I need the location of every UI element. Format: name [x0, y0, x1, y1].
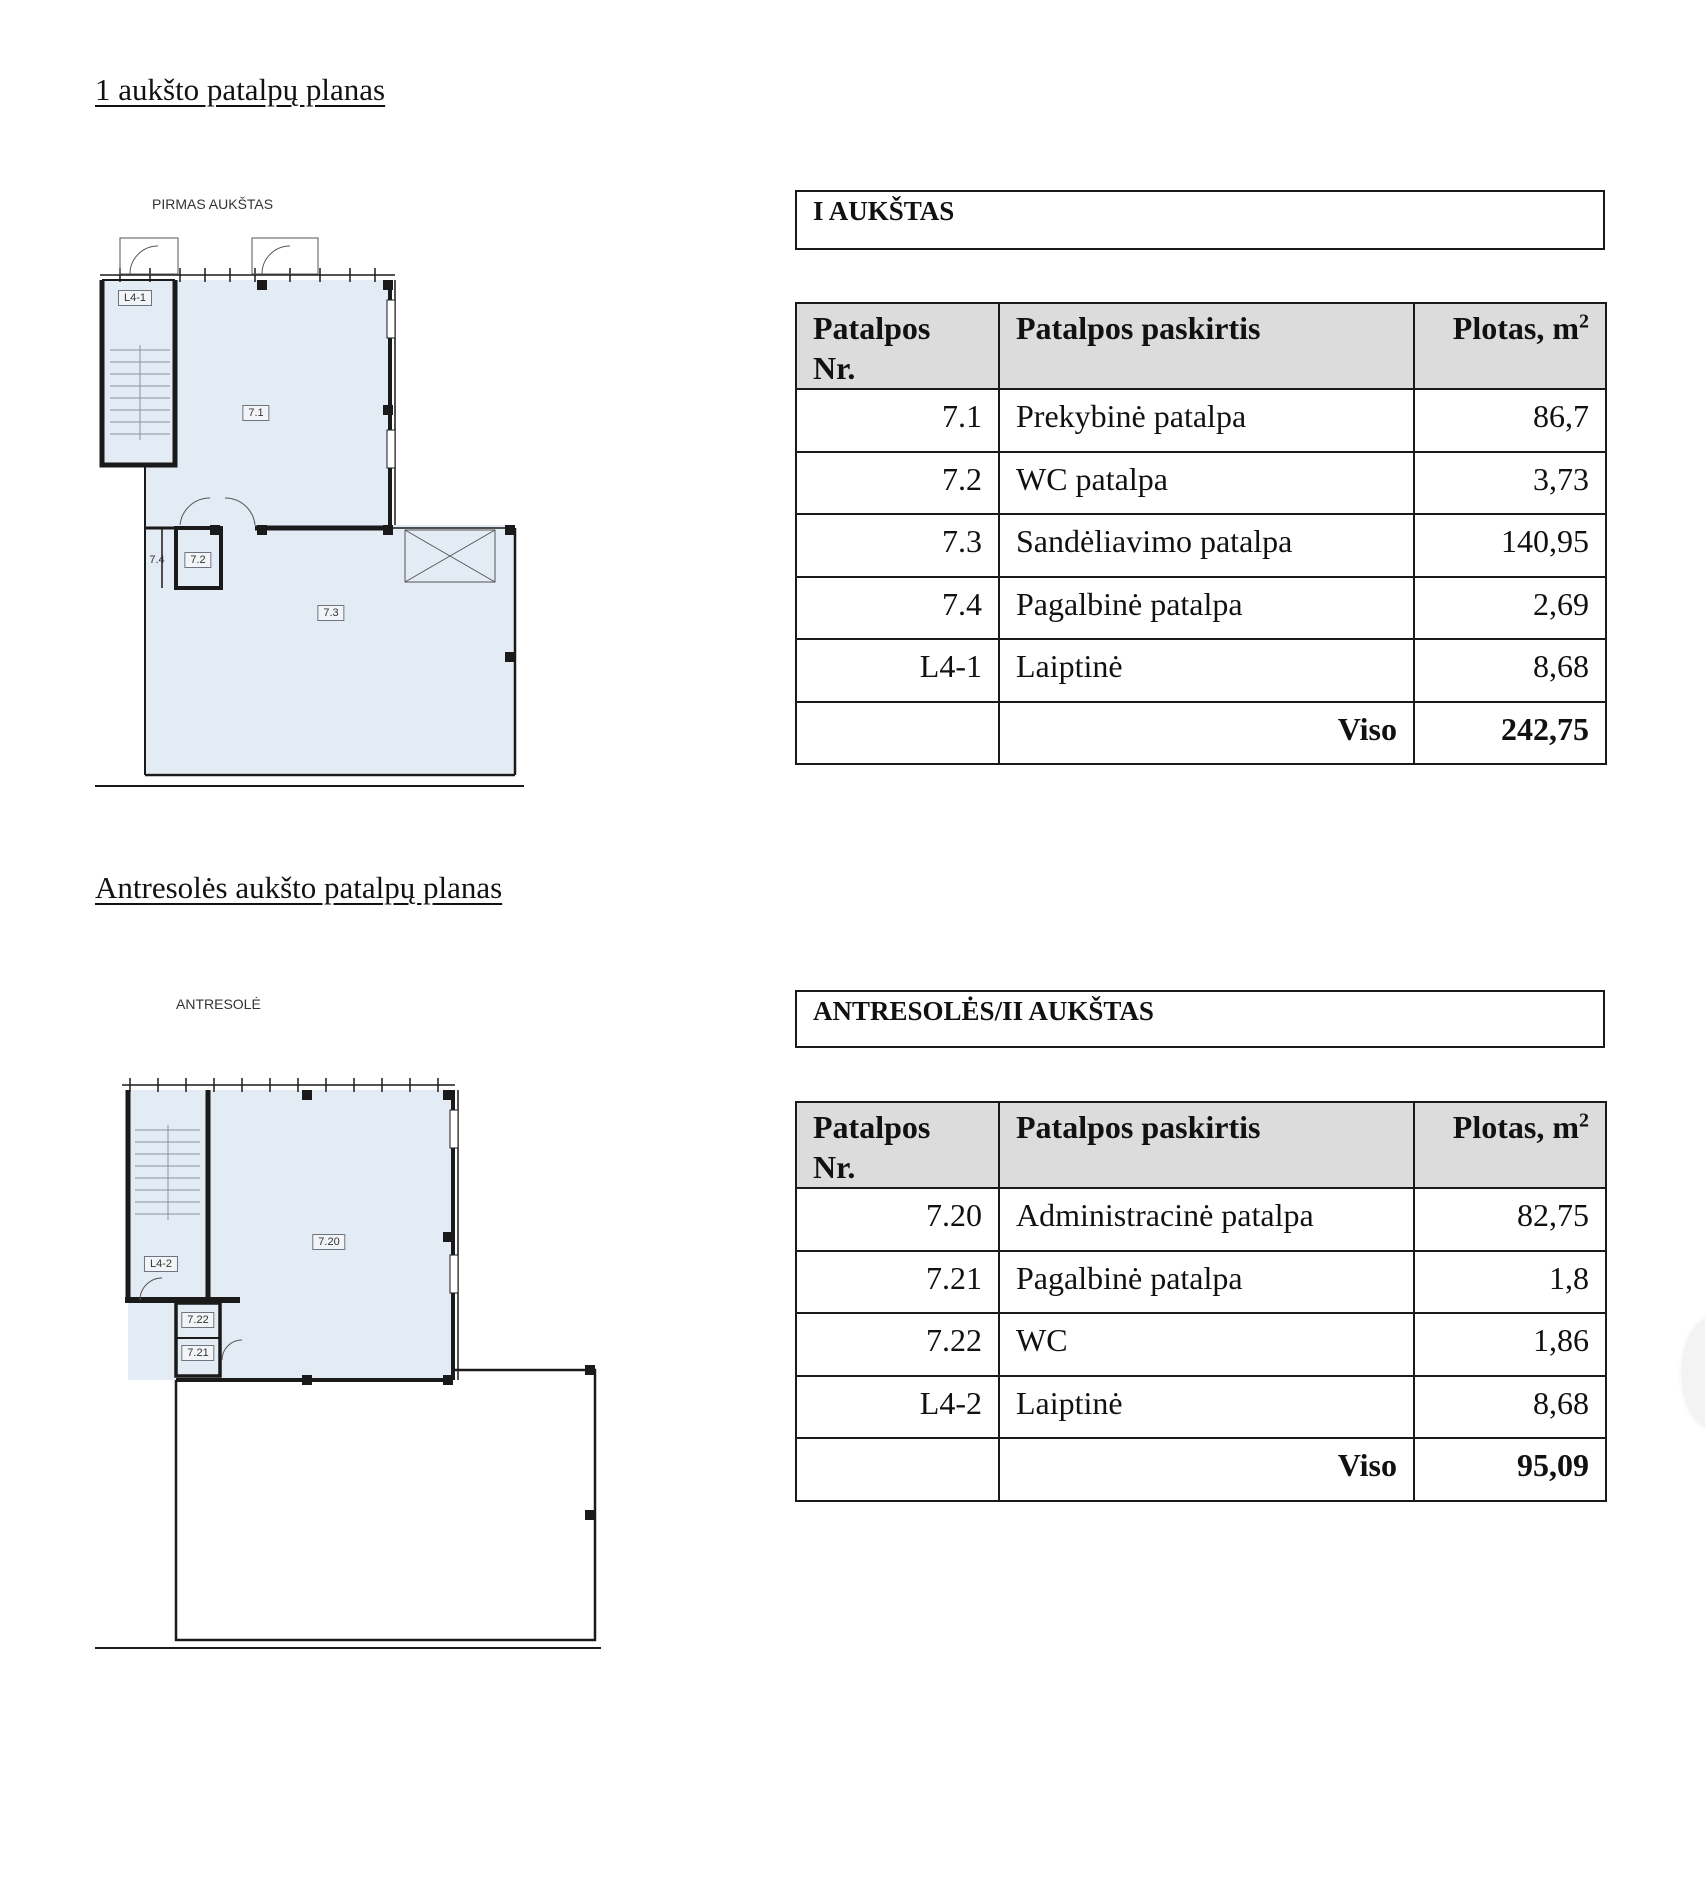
room-tag-7-4: 7.4: [149, 554, 165, 566]
room-tag-7-2: 7.2: [184, 552, 211, 568]
col-header-purpose: Patalpos paskirtis: [999, 303, 1414, 389]
total-empty-cell: [796, 702, 999, 765]
rooms-table-1: [795, 302, 1607, 765]
room-purpose: Sandėliavimo patalpa: [999, 514, 1414, 577]
room-purpose: Prekybinė patalpa: [999, 389, 1414, 452]
room-purpose: WC patalpa: [999, 452, 1414, 515]
room-nr: L4-2: [796, 1376, 999, 1439]
room-tag-7-3: 7.3: [317, 605, 344, 621]
scroll-handle[interactable]: [1683, 1318, 1705, 1428]
room-area: 3,73: [1414, 452, 1606, 515]
room-area: 1,8: [1414, 1251, 1606, 1314]
room-area: 8,68: [1414, 639, 1606, 702]
room-tag-7-22: 7.22: [181, 1312, 214, 1328]
room-tag-l4-1: L4-1: [118, 290, 152, 306]
room-tag-7-21: 7.21: [181, 1345, 214, 1361]
room-nr: 7.21: [796, 1251, 999, 1314]
total-value: 242,75: [1414, 702, 1606, 765]
section-2-heading: Antresolės aukšto patalpų planas: [95, 870, 503, 905]
room-purpose: Laiptinė: [999, 639, 1414, 702]
total-value: 95,09: [1414, 1438, 1606, 1501]
room-area: 2,69: [1414, 577, 1606, 640]
room-nr: L4-1: [796, 639, 999, 702]
floor-plan-1-drawing: [0, 0, 600, 800]
room-nr: 7.3: [796, 514, 999, 577]
col-header-purpose: Patalpos paskirtis: [999, 1102, 1414, 1188]
table-row: [796, 1376, 1606, 1439]
table-total-row: [796, 1438, 1606, 1501]
col-header-nr: Patalpos Nr.: [796, 1102, 999, 1188]
room-purpose: WC: [999, 1313, 1414, 1376]
room-nr: 7.2: [796, 452, 999, 515]
col-header-nr: Patalpos Nr.: [796, 303, 999, 389]
room-nr: 7.22: [796, 1313, 999, 1376]
table-row: [796, 1313, 1606, 1376]
table-row: [796, 514, 1606, 577]
room-purpose: Laiptinė: [999, 1376, 1414, 1439]
table-row: [796, 577, 1606, 640]
room-tag-7-1: 7.1: [242, 405, 269, 421]
table-row: [796, 1188, 1606, 1251]
room-nr: 7.20: [796, 1188, 999, 1251]
col-header-area: Plotas, $m^2$: [1414, 1102, 1606, 1188]
room-purpose: Pagalbinė patalpa: [999, 577, 1414, 640]
rooms-table-2: [795, 1101, 1607, 1502]
table-row: [796, 1251, 1606, 1314]
table-row: [796, 389, 1606, 452]
col-header-area: Plotas, $m^2$: [1414, 303, 1606, 389]
floor-title-2: ANTRESOLĖS/II AUKŠTAS: [795, 990, 1605, 1048]
section-1-heading: 1 aukšto patalpų planas: [95, 72, 386, 107]
floor-plan-2: [0, 800, 640, 1680]
room-area: 86,7: [1414, 389, 1606, 452]
room-tag-l4-2: L4-2: [144, 1256, 178, 1272]
total-label: Viso: [999, 1438, 1414, 1501]
room-purpose: Administracinė patalpa: [999, 1188, 1414, 1251]
plan-1-label: PIRMAS AUKŠTAS: [152, 196, 274, 212]
total-empty-cell: [796, 1438, 999, 1501]
room-nr: 7.4: [796, 577, 999, 640]
room-purpose: Pagalbinė patalpa: [999, 1251, 1414, 1314]
table-header-row: [796, 1102, 1606, 1188]
table-row: [796, 452, 1606, 515]
room-nr: 7.1: [796, 389, 999, 452]
floor-plan-1: [0, 0, 600, 800]
table-row: [796, 639, 1606, 702]
total-label: Viso: [999, 702, 1414, 765]
plan-2-label: ANTRESOLĖ: [176, 996, 261, 1012]
room-area: 8,68: [1414, 1376, 1606, 1439]
floor-title-1: I AUKŠTAS: [795, 190, 1605, 250]
table-total-row: [796, 702, 1606, 765]
room-area: 1,86: [1414, 1313, 1606, 1376]
room-area: 82,75: [1414, 1188, 1606, 1251]
table-header-row: [796, 303, 1606, 389]
room-area: 140,95: [1414, 514, 1606, 577]
room-tag-7-20: 7.20: [312, 1234, 345, 1250]
